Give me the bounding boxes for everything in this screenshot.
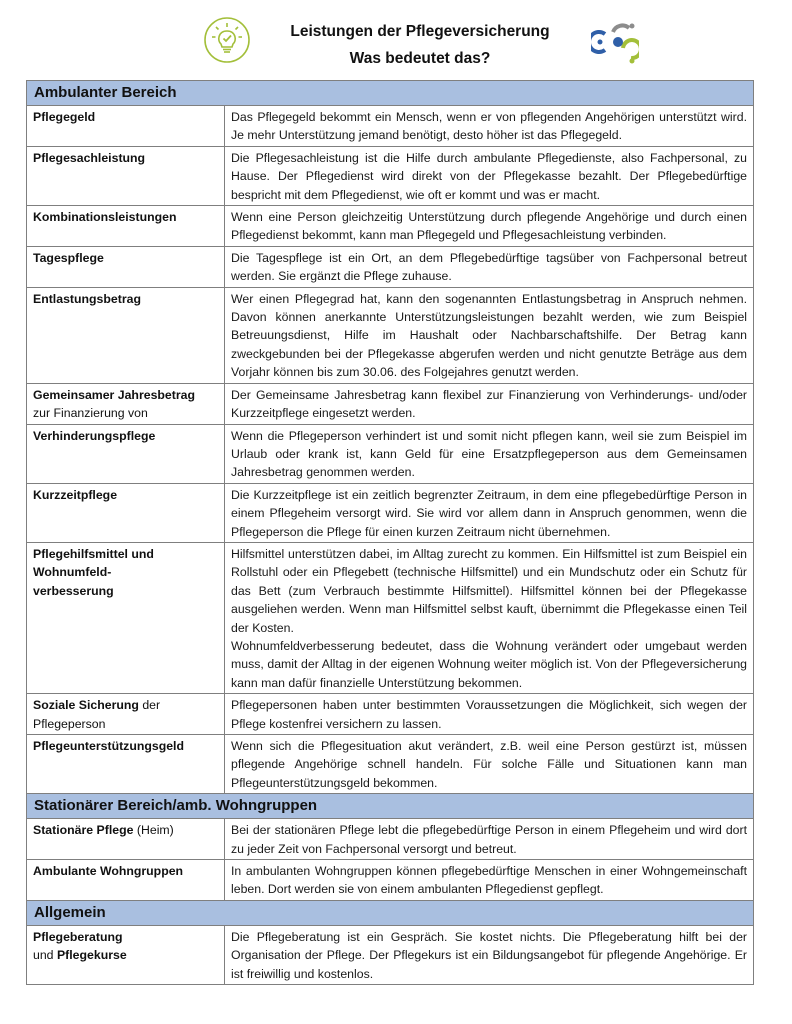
table-row-pflegeunterstuetzungsgeld <box>27 735 754 794</box>
term-label: Verhinderungspflege <box>33 428 156 443</box>
term-label: Soziale Sicherung <box>33 698 139 713</box>
table-row-ambulante-wohngruppen <box>27 860 754 901</box>
table-row-soziale-sicherung <box>27 694 754 735</box>
term-cell <box>27 146 225 205</box>
term-cell <box>27 819 225 860</box>
term-cell <box>27 424 225 483</box>
description-cell: Die Pflegesachleistung ist die Hilfe durch ambulante Pflegedienste, also Fachpersonal, zu Hause. Der Pflegedienst wird direkt von der Pflegekasse bezahlt. Der Pflegebedürftige bespricht mit dem Pflegedienst, wie oft er kommt und was er macht. <box>225 146 754 205</box>
term-label: Tagespflege <box>33 250 104 265</box>
benefits-table <box>26 80 754 985</box>
table-row-verhinderungspflege <box>27 424 754 483</box>
term-cell <box>27 735 225 794</box>
term-cell <box>27 246 225 287</box>
table-row-kombinationsleistungen <box>27 206 754 247</box>
description-paragraph: Hilfsmittel unterstützen dabei, im Alltag zurecht zu kommen. Ein Hilfsmittel ist zum Beispiel ein Rollstuhl oder ein Pflegebett (technische Hilfsmittel) und ein Mundschutz oder ein Schutz für das Bett (zum Verbrauch bestimmte Hilfsmittel). Hilfsmittel können bei der Pflegekasse ausgeliehen werden. Wenn man Hilfsmittel selbst kauft, übernimmt die Pflegekasse einen Teil der Kosten. <box>231 546 748 635</box>
section-title: Ambulanter Bereich <box>27 81 754 106</box>
term-cell <box>27 483 225 542</box>
description-cell: Wenn eine Person gleichzeitig Unterstützung durch pflegende Angehörige und durch einen Pflegedienst bekommt, kann man Pflegegeld und Pflegesachleistung verbinden. <box>225 206 754 247</box>
term-cell <box>27 383 225 424</box>
term-label: Pflegehilfsmittel und Wohnumfeld-verbesserung <box>33 546 154 598</box>
term-cell <box>27 694 225 735</box>
term-label: Pflegeunterstützungsgeld <box>33 739 184 753</box>
section-header-stationaer <box>27 794 754 819</box>
table-row-entlastungsbetrag <box>27 287 754 383</box>
description-cell: Der Gemeinsame Jahresbetrag kann flexibel zur Finanzierung von Verhinderungs- und/oder Kurzzeitpflege eingesetzt werden. <box>225 383 754 424</box>
term-cell <box>27 206 225 247</box>
table-row-stationaere-pflege <box>27 819 754 860</box>
description-paragraph: Wohnumfeldverbesserung bedeutet, dass die Wohnung verändert oder umgebaut werden muss, damit der Alltag in der eigenen Wohnung weiter möglich ist. Von der Pflegeversicherung kann man dafür finanzielle Unterstützung bekommen. <box>231 638 748 690</box>
section-header-allgemein <box>27 900 754 925</box>
term-label: Pflegegeld <box>33 110 96 124</box>
term-label-secondary: Pflegekurse <box>56 948 127 963</box>
description-cell: Die Tagespflege ist ein Ort, an dem Pflegebedürftige tagsüber von Fachpersonal betreut werden. Sie ergänzt die Pflege zuhause. <box>225 246 754 287</box>
description-cell: Das Pflegegeld bekommt ein Mensch, wenn er von pflegenden Angehörigen unterstützt wird. Je mehr Unterstützung jemand benötigt, desto höher ist das Pflegegeld. <box>225 106 754 147</box>
table-row-pflegehilfsmittel <box>27 542 754 693</box>
section-title: Allgemein <box>27 900 754 925</box>
description-cell: Die Pflegeberatung ist ein Gespräch. Sie kostet nichts. Die Pflegeberatung hilft bei der Organisation der Pflege. Der Pflegekurs ist ein Bildungsangebot für pflegende Angehörige. Er ist freiwillig und kostenlos. <box>225 925 754 984</box>
table-row-pflegesachleistung <box>27 146 754 205</box>
table-row-kurzzeitpflege <box>27 483 754 542</box>
section-title: Stationärer Bereich/amb. Wohngruppen <box>27 794 754 819</box>
term-label: Gemeinsamer Jahresbetrag <box>33 387 195 402</box>
term-suffix: der Pflegeperson <box>33 698 161 731</box>
description-cell: Wer einen Pflegegrad hat, kann den sogenannten Entlastungsbetrag in Anspruch nehmen. Davon können anerkannte Unterstützungsleistungen bezahlt werden, wie zum Beispiel Betreuungsdienst, Hilfe im Haushalt oder Nachbarschaftshilfe. Der Betrag kann zweckgebunden bei der Pflegekasse abgerufen werden und nicht genutzte Beträge aus dem Vorjahr können bis zum 30.06. des Folgejahres genutzt werden. <box>225 287 754 383</box>
table-row-tagespflege <box>27 246 754 287</box>
term-cell <box>27 860 225 901</box>
term-label: Pflegesachleistung <box>33 150 146 165</box>
organization-logo-icon <box>591 20 639 64</box>
term-connector: und <box>33 948 54 963</box>
term-label: Kombinationsleistungen <box>33 210 177 225</box>
table-row-pflegeberatung <box>27 925 754 984</box>
lightbulb-check-icon <box>203 16 251 64</box>
term-cell <box>27 542 225 693</box>
page-subtitle: Was bedeutet das? <box>349 50 491 67</box>
description-cell: Die Kurzzeitpflege ist ein zeitlich begrenzter Zeitraum, in dem eine pflegebedürftige Person in einem Pflegeheim versorgt wird. Sie wird vor allem dann in Anspruch genommen, wenn die Pflegeperson die Pflege für einen kurzen Zeitraum nicht übernehmen. <box>225 483 754 542</box>
description-cell: Wenn die Pflegeperson verhindert ist und somit nicht pflegen kann, weil sie zum Beispiel im Urlaub oder krank ist, kann Geld für eine Ersatzpflegeperson aus dem Gemeinsamen Jahresbetrag genommen werden. <box>225 424 754 483</box>
page-header <box>0 0 792 78</box>
term-label: Ambulante Wohngruppen <box>33 864 184 879</box>
description-cell: In ambulanten Wohngruppen können pflegebedürftige Menschen in einer Wohngemeinschaft leben. Dort werden sie von einem ambulanten Pflegedienst gepflegt. <box>225 860 754 901</box>
description-cell: Pflegepersonen haben unter bestimmten Voraussetzungen die Möglichkeit, sich wegen der Pflege kostenfrei versichern zu lassen. <box>225 694 754 735</box>
section-header-ambulant <box>27 81 754 106</box>
term-suffix: (Heim) <box>136 823 174 838</box>
term-suffix: zur Finanzierung von <box>33 406 148 421</box>
description-cell: Wenn sich die Pflegesituation akut verändert, z.B. weil eine Person gestürzt ist, müssen pflegende Angehörige schnell handeln. Für solche Fälle und Situationen kann man Pflegeunterstützungsgeld bekommen. <box>225 735 754 794</box>
table-row-gemeinsamer-jahresbetrag <box>27 383 754 424</box>
term-label: Stationäre Pflege <box>33 823 134 838</box>
term-label: Kurzzeitpflege <box>33 487 118 502</box>
term-cell <box>27 287 225 383</box>
term-label: Pflegeberatung <box>33 929 123 944</box>
term-cell <box>27 925 225 984</box>
description-cell: Bei der stationären Pflege lebt die pflegebedürftige Person in einem Pflegeheim und wird dort zu jeder Zeit von Fachpersonal versorgt und betreut. <box>225 819 754 860</box>
page-title: Leistungen der Pflegeversicherung <box>290 23 550 40</box>
term-label: Entlastungsbetrag <box>33 291 141 306</box>
table-row-pflegegeld <box>27 106 754 147</box>
description-cell <box>225 542 754 693</box>
term-cell <box>27 106 225 147</box>
